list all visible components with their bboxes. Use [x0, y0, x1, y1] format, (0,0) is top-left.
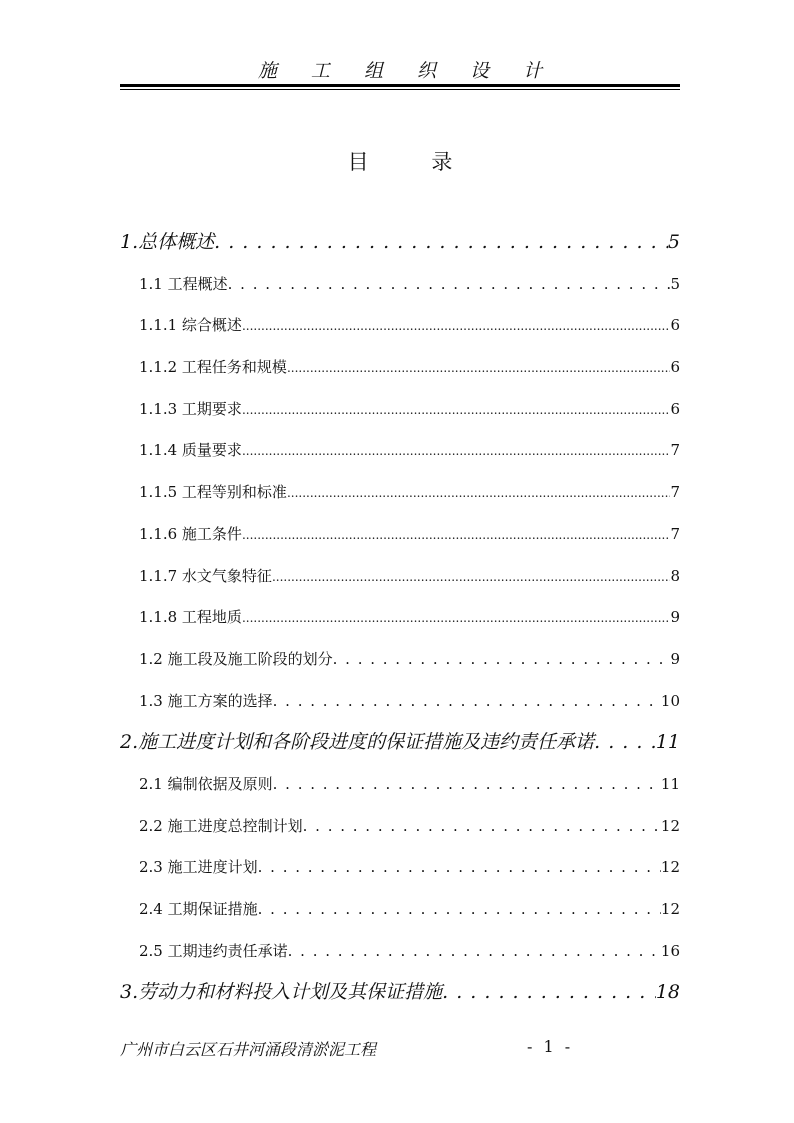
table-of-contents [120, 222, 680, 1014]
toc-leader-dots [242, 597, 671, 639]
toc-entry-label: 2.3 施工进度计划 [139, 858, 258, 877]
toc-entry-page: 11 [660, 774, 680, 793]
toc-entry[interactable] [120, 389, 680, 431]
toc-entry[interactable] [120, 222, 680, 264]
toc-leader-dots [228, 264, 671, 306]
toc-entry-page: 16 [660, 941, 680, 960]
toc-entry[interactable] [120, 722, 680, 764]
toc-entry-page: 11 [655, 731, 680, 754]
toc-entry-label: 1.1 工程概述 [139, 274, 228, 293]
toc-entry-label: 1.总体概述 [120, 231, 215, 253]
toc-entry[interactable] [120, 889, 680, 931]
toc-leader-dots [258, 889, 661, 931]
toc-entry[interactable] [120, 264, 680, 306]
toc-leader-dots [594, 722, 656, 764]
toc-entry-page: 8 [670, 566, 680, 585]
toc-entry-label: 1.2 施工段及施工阶段的划分 [139, 649, 333, 668]
toc-entry-page: 12 [660, 858, 680, 877]
toc-entry-label: 2.4 工期保证措施 [139, 900, 258, 918]
toc-leader-dots [272, 556, 671, 598]
footer-project-name: 广州市白云区石井河涌段清淤泥工程 [120, 1040, 377, 1059]
toc-entry[interactable] [120, 305, 680, 347]
toc-entry-label: 2.施工进度计划和各阶段进度的保证措施及违约责任承诺 [120, 731, 595, 754]
toc-entry-label: 1.1.1 综合概述 [139, 316, 242, 335]
toc-entry[interactable] [120, 806, 680, 848]
toc-leader-dots [273, 764, 661, 806]
toc-entry-page: 18 [655, 981, 680, 1004]
toc-leader-dots [333, 639, 671, 681]
header-rule-thick [120, 84, 680, 87]
toc-leader-dots [303, 806, 661, 848]
toc-entry[interactable] [120, 430, 680, 472]
toc-entry-label: 2.1 编制依据及原则 [139, 774, 273, 793]
toc-entry[interactable] [120, 847, 680, 889]
toc-entry[interactable] [120, 556, 680, 598]
toc-leader-dots [287, 472, 671, 514]
toc-leader-dots [288, 931, 661, 973]
toc-entry-page: 5 [667, 231, 680, 253]
toc-entry-page: 6 [670, 399, 680, 418]
toc-entry[interactable] [120, 972, 680, 1014]
toc-entry-page: 12 [660, 900, 680, 918]
toc-leader-dots [258, 847, 661, 889]
toc-entry-page: 9 [670, 608, 680, 627]
footer-page-number: - 1 - [527, 1037, 574, 1056]
toc-entry-page: 7 [670, 483, 680, 502]
toc-entry[interactable] [120, 639, 680, 681]
toc-entry[interactable] [120, 472, 680, 514]
toc-entry[interactable] [120, 514, 680, 556]
toc-entry-page: 7 [670, 441, 680, 460]
toc-entry-label: 1.1.8 工程地质 [139, 608, 242, 627]
toc-leader-dots [214, 222, 668, 264]
toc-entry[interactable] [120, 597, 680, 639]
toc-entry-label: 2.2 施工进度总控制计划 [139, 816, 303, 835]
toc-leader-dots [242, 389, 671, 431]
toc-entry-label: 1.1.3 工期要求 [139, 399, 242, 418]
toc-entry-label: 3.劳动力和材料投入计划及其保证措施 [120, 981, 443, 1004]
toc-entry[interactable] [120, 347, 680, 389]
toc-entry-label: 1.3 施工方案的选择 [139, 691, 273, 710]
toc-entry-page: 5 [670, 274, 680, 293]
toc-entry[interactable] [120, 681, 680, 723]
toc-entry-page: 10 [660, 691, 680, 710]
document-header-title: 施 工 组 织 设 计 [257, 60, 557, 82]
toc-entry-label: 1.1.4 质量要求 [139, 441, 242, 460]
toc-entry-page: 12 [660, 816, 680, 835]
toc-entry-label: 1.1.2 工程任务和规模 [139, 358, 287, 377]
toc-leader-dots [273, 681, 661, 723]
toc-entry-label: 1.1.6 施工条件 [139, 524, 242, 543]
toc-entry-page: 7 [670, 524, 680, 543]
toc-leader-dots [242, 430, 671, 472]
toc-entry-label: 1.1.7 水文气象特征 [139, 566, 272, 585]
toc-entry-page: 6 [670, 316, 680, 335]
toc-title: 目 录 [347, 150, 481, 174]
toc-entry[interactable] [120, 931, 680, 973]
toc-entry[interactable] [120, 764, 680, 806]
toc-entry-label: 2.5 工期违约责任承诺 [139, 941, 288, 960]
toc-leader-dots [242, 305, 671, 347]
toc-entry-page: 9 [670, 649, 680, 668]
header-rule [120, 84, 680, 90]
toc-leader-dots [287, 347, 671, 389]
header-rule-thin [120, 89, 680, 90]
toc-entry-label: 1.1.5 工程等别和标准 [139, 483, 287, 502]
toc-leader-dots [242, 514, 671, 556]
toc-leader-dots [442, 972, 656, 1014]
toc-entry-page: 6 [670, 358, 680, 377]
